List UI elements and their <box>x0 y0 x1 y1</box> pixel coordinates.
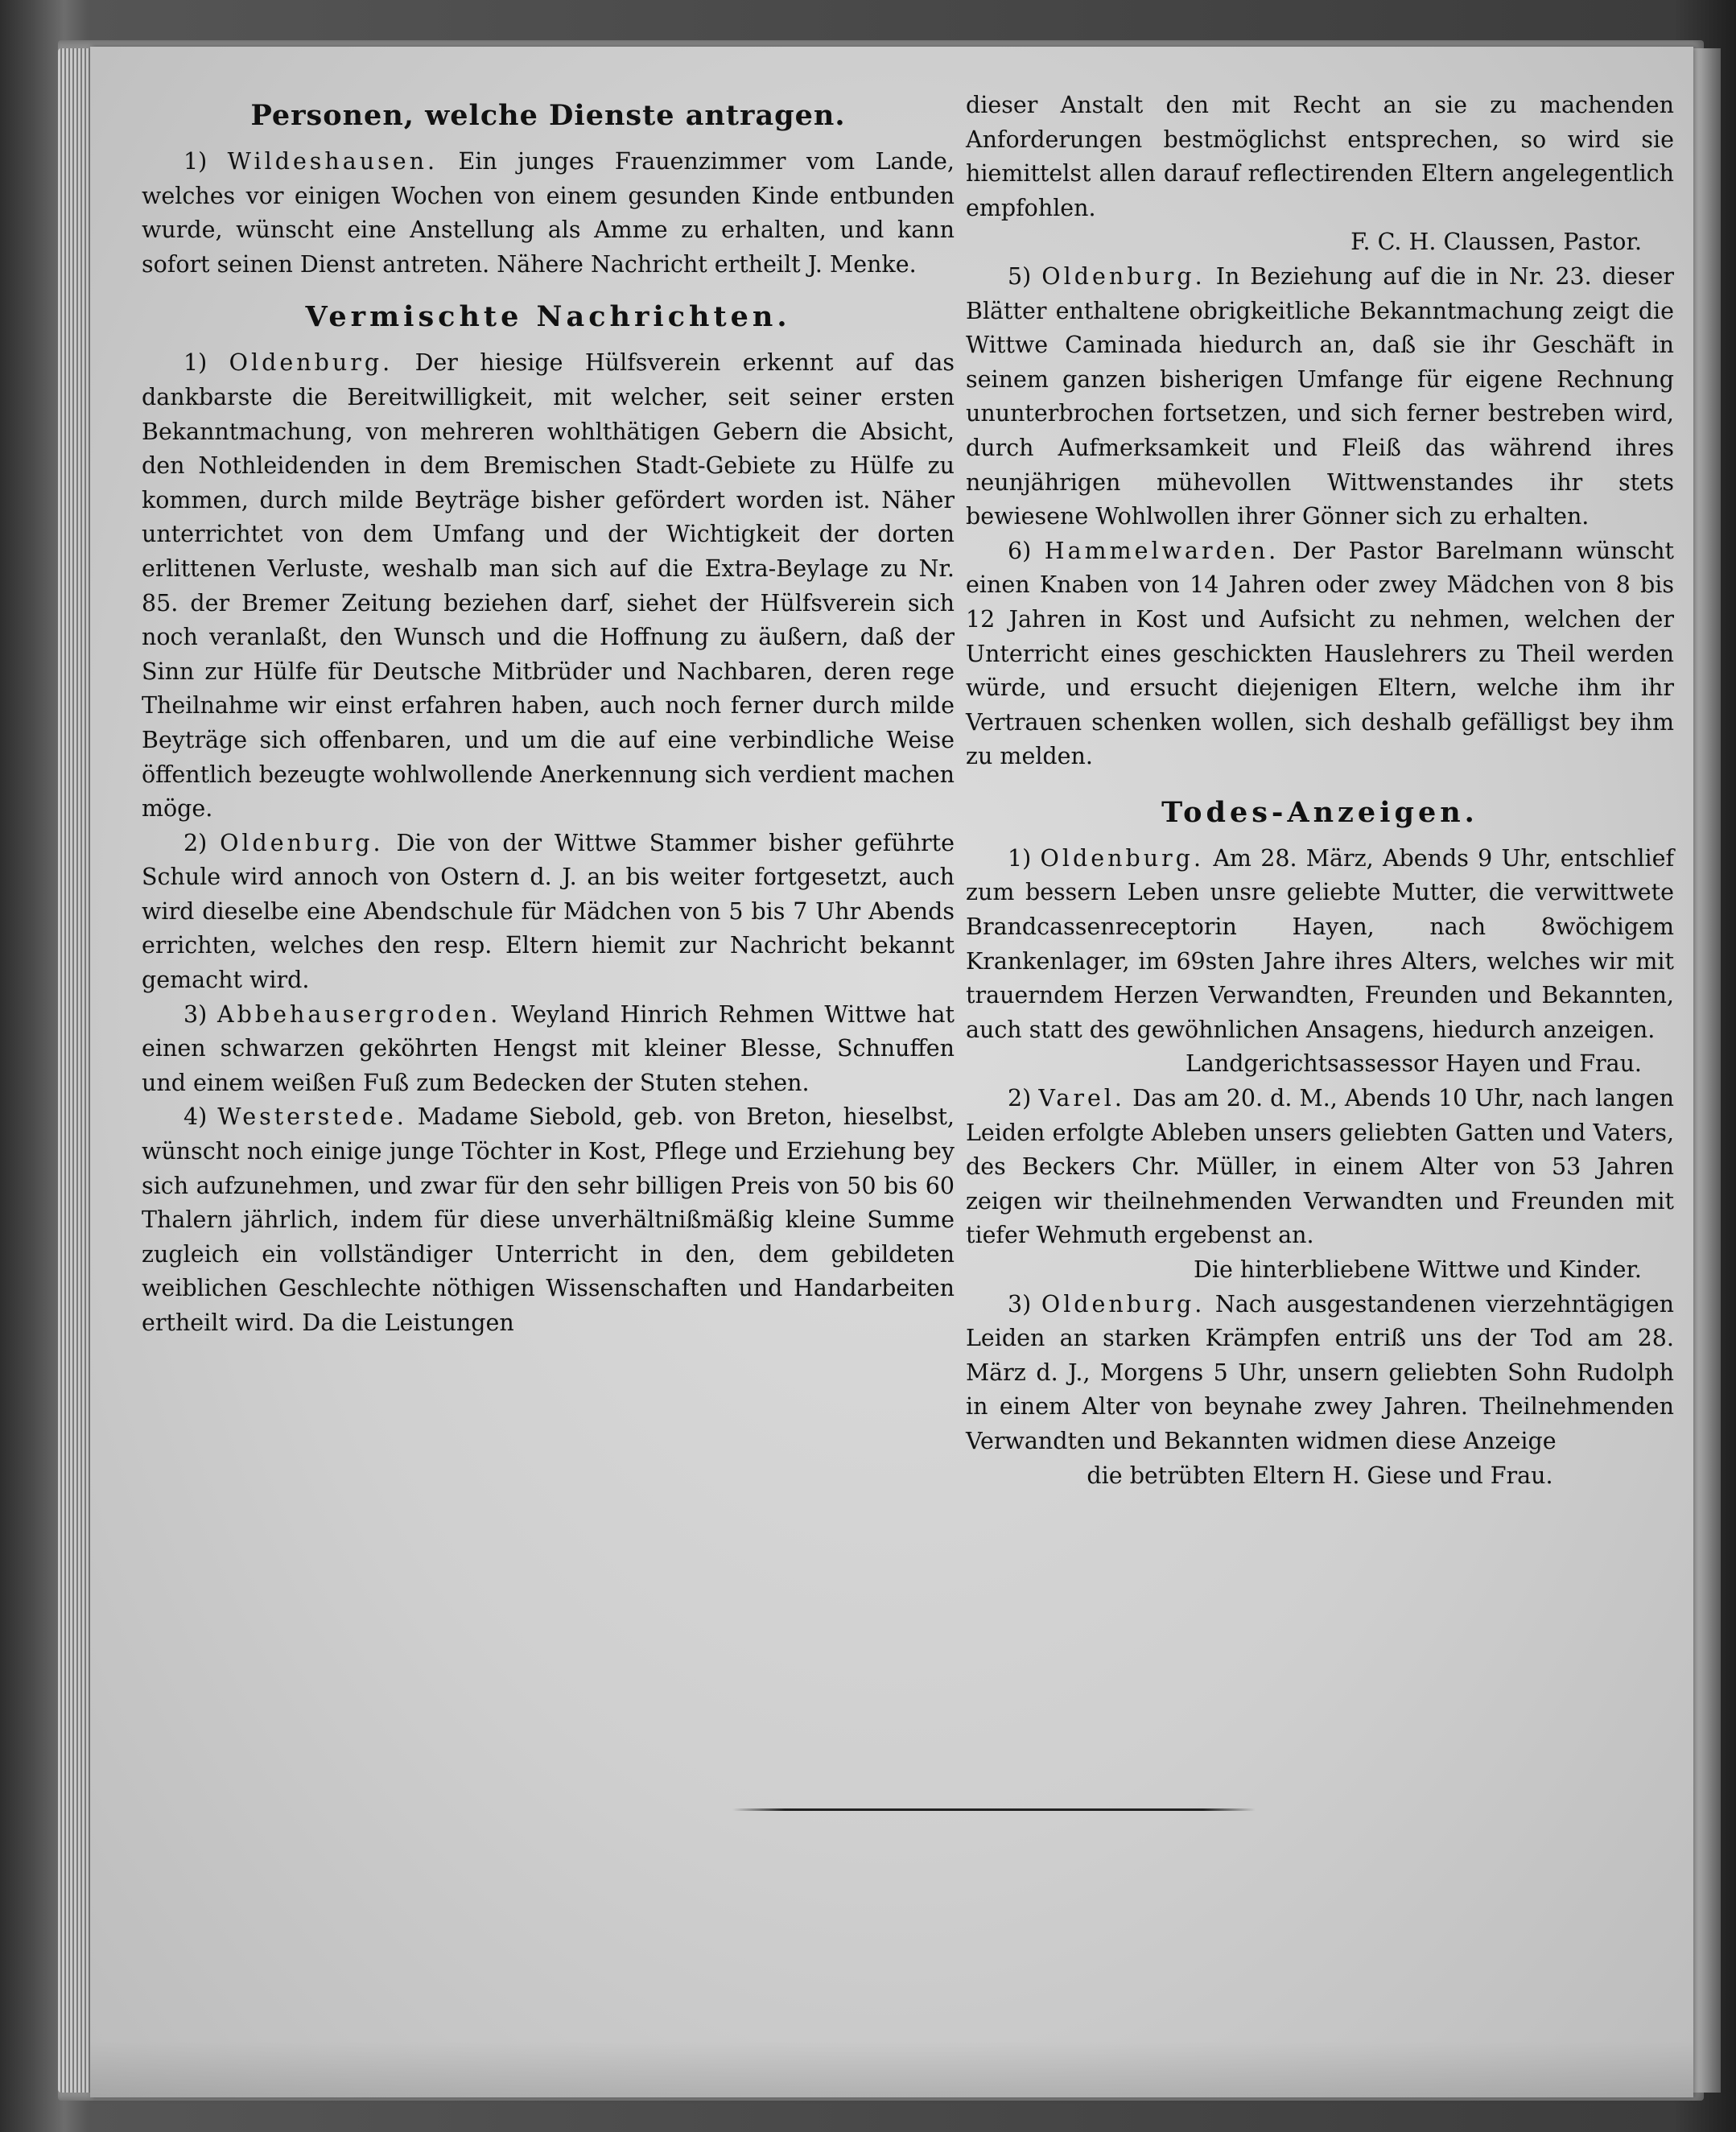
notice-entry <box>142 1100 955 1340</box>
entry-number: 1) <box>183 349 208 377</box>
entry-text: Die von der Wittwe Stammer bisher geführte Schule wird annoch von Ostern d. J. an bis weiter fortgesetzt, auch wird dieselbe eine Abendschule für Mädchen von 5 bis 7 Uhr Abends errichten, welches den resp. Eltern hiemit zur Nachricht bekannt gemacht wird. <box>142 829 955 994</box>
entry-text: Nach ausgestandenen vierzehntägigen Leiden an starken Krämpfen entriß uns der Tod am 28. März d. J., Morgens 5 Uhr, unsern geliebten Sohn Rudolph in einem Alter von beynahe zwey Jahren. Theilnehmenden Verwandten und Bekannten widmen diese Anzeige <box>966 1290 1674 1454</box>
entry-number: 1) <box>1008 844 1032 872</box>
entry-number: 5) <box>1008 262 1032 290</box>
notice-entry <box>966 534 1674 774</box>
continued-text: dieser Anstalt den mit Recht an sie zu machenden Anforderungen bestmöglichst entsprechen, so wird sie hiemittelst allen darauf reflectirenden Eltern angelegentlich empfohlen. <box>966 92 1674 221</box>
notice-entry <box>966 1082 1674 1253</box>
notice-entry <box>142 346 955 826</box>
entry-place: Oldenburg. <box>1040 844 1205 872</box>
entry-text: Ein junges Frauenzimmer vom Lande, welches vor einigen Wochen von einem gesunden Kinde entbunden wurde, wünscht eine Anstellung als Amme zu erhalten, und kann sofort seinen Dienst antreten. Nähere Nachricht ertheilt J. Menke. <box>142 148 955 278</box>
entry-text: Madame Siebold, geb. von Breton, hieselbst, wünscht noch einige junge Töchter in Kost, Pflege und Erziehung bey sich aufzunehmen, und zwar für den sehr billigen Preis von 50 bis 60 Thalern jährlich, indem für diese unverhältnißmäßig kleine Summe zugleich ein vollständiger Unterricht in den, dem gebildeten weiblichen Geschlechte nöthigen Wissenschaften und Handarbeiten ertheilt wird. Da die Leistungen <box>142 1103 955 1336</box>
entry-number: 3) <box>1008 1290 1032 1318</box>
section-heading-todes: Todes-Anzeigen. <box>1161 795 1478 829</box>
entry-place: Oldenburg. <box>1041 262 1206 290</box>
entry-text: Am 28. März, Abends 9 Uhr, entschlief zum bessern Leben unsre geliebte Mutter, die verwittwete Brandcassenreceptorin Hayen, nach 8wöchigem Krankenlager, im 69sten Jahre ihres Alters, welches wir mit trauerndem Herzen Verwandten, Freunden und Bekannten, auch statt des gewöhnlichen Ansagens, hiedurch anzeigen. <box>966 844 1674 1043</box>
notice-entry <box>966 1288 1674 1459</box>
entry-place: Westerstede. <box>217 1103 407 1131</box>
left-column <box>142 89 955 1341</box>
entry-text: Der hiesige Hülfsverein erkennt auf das dankbarste die Bereitwilligkeit, mit welcher, seit seiner ersten Bekanntmachung, von mehreren wohlthätigen Gebern die Absicht, den Nothleidenden in dem Bremischen Stadt-Gebiete zu Hülfe zu kommen, durch milde Beyträge bisher gefördert worden ist. Näher unterrichtet von dem Umfang und der Wichtigkeit der dorten erlittenen Verluste, weshalb man sich auf die Extra-Beylage zu Nr. 85. der Bremer Zeitung beziehen darf, siehet der Hülfsverein sich noch veranlaßt, den Wunsch und die Hoffnung zu äußern, daß der Sinn zur Hülfe für Deutsche Mitbrüder und Nachbaren, deren rege Theilnahme wir einst erfahren haben, auch noch ferner durch milde Beyträge sich offenbaren, und um die auf eine verbindliche Weise öffentlich bezeugte wohlwollende Anerkennung sich verdient machen möge. <box>142 349 955 823</box>
entry-place: Oldenburg. <box>220 829 384 856</box>
signature: die betrübten Eltern H. Giese und Frau. <box>1087 1462 1553 1489</box>
entry-place: Oldenburg. <box>229 349 394 377</box>
entry-text: Der Pastor Barelmann wünscht einen Knaben von 14 Jahren oder zwey Mädchen von 8 bis 12 Jahren in Kost und Aufsicht zu nehmen, welchen der Unterricht eines geschickten Hauslehrers zu Theil werden würde, und ersucht diejenigen Eltern, welche ihm ihr Vertrauen schenken wollen, sich deshalb gefälligst bey ihm zu melden. <box>966 537 1675 770</box>
binding-edge <box>1690 48 1721 2093</box>
section-heading-personen: Personen, welche Dienste antragen. <box>250 99 846 132</box>
entry-number: 2) <box>1008 1085 1032 1112</box>
entry-number: 1) <box>183 148 208 175</box>
notice-entry <box>966 260 1674 534</box>
signature: F. C. H. Claussen, Pastor. <box>1350 229 1642 256</box>
notice-entry <box>142 827 955 998</box>
end-rule <box>732 1808 1256 1811</box>
entry-number: 6) <box>1008 537 1032 564</box>
entry-text: Das am 20. d. M., Abends 10 Uhr, nach langen Leiden erfolgte Ableben unsers geliebten Gatten und Vaters, des Beckers Chr. Müller, in einem Alter von 53 Jahren zeigen wir theilnehmenden Verwandten und Freunden mit tiefer Wehmuth ergebenst an. <box>966 1085 1674 1249</box>
entry-place: Wildeshausen. <box>227 148 439 175</box>
entry-number: 2) <box>183 829 208 856</box>
entry-place: Hammelwarden. <box>1044 537 1280 564</box>
entry-text: In Beziehung auf die in Nr. 23. dieser Blätter enthaltene obrigkeitliche Bekanntmachung zeigt die Wittwe Caminada hiedurch an, daß sie ihr Geschäft in seinem ganzen bisherigen Umfange für eigene Rechnung ununterbrochen fortsetzen, und sich ferner bestreben wird, durch Aufmerksamkeit und Fleiß das während ihres neunjährigen mühevollen Wittwenstandes ihr stets bewiesene Wohlwollen ihrer Gönner sich zu erhalten. <box>966 262 1675 530</box>
entry-place: Oldenburg. <box>1041 1290 1206 1318</box>
notice-entry <box>966 842 1674 1048</box>
signature: Landgerichtsassessor Hayen und Frau. <box>1185 1050 1642 1078</box>
notice-entry <box>142 145 955 282</box>
entry-number: 4) <box>183 1103 208 1131</box>
signature: Die hinterbliebene Wittwe und Kinder. <box>1194 1256 1642 1283</box>
entry-place: Varel. <box>1038 1085 1125 1112</box>
entry-place: Abbehausergroden. <box>217 1000 501 1028</box>
entry-text: Weyland Hinrich Rehmen Wittwe hat einen schwarzen geköhrten Hengst mit kleiner Blesse, Schnuffen und einem weißen Fuß zum Bedecken der Stuten stehen. <box>142 1000 955 1096</box>
right-column <box>966 89 1674 1493</box>
section-heading-vermischte: Vermischte Nachrichten. <box>305 300 791 334</box>
notice-entry <box>142 998 955 1101</box>
entry-number: 3) <box>183 1000 208 1028</box>
